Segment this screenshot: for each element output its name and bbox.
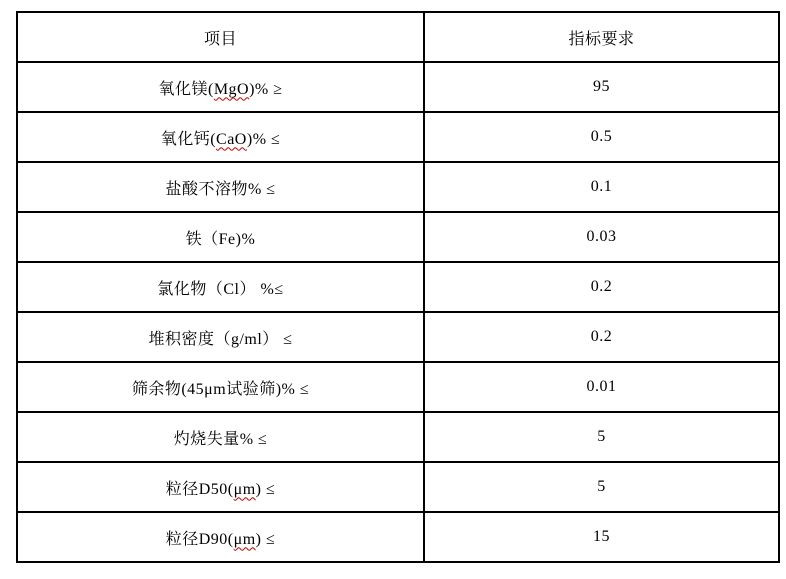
item-text: 铁（Fe)%: [185, 230, 256, 248]
item-cell: [17, 512, 424, 562]
value-cell: [424, 512, 779, 562]
item-cell: [17, 112, 424, 162]
table-row: [17, 112, 779, 162]
table-row: [17, 212, 779, 262]
value-text: 0.01: [586, 378, 617, 395]
header-cell-item: [17, 12, 424, 62]
item-cell: [17, 212, 424, 262]
header-cell-value: [424, 12, 779, 62]
value-cell: [424, 112, 779, 162]
table-row: [17, 162, 779, 212]
item-text: 堆积密度（g/ml） ≤: [148, 330, 293, 348]
table-row: [17, 62, 779, 112]
table-row: [17, 362, 779, 412]
value-cell: [424, 212, 779, 262]
value-text: 15: [593, 528, 610, 545]
spellcheck-underline-text: CaO: [216, 130, 247, 148]
value-cell: [424, 462, 779, 512]
item-cell: [17, 462, 424, 512]
item-cell: [17, 162, 424, 212]
item-cell: [17, 412, 424, 462]
item-cell: [17, 362, 424, 412]
spellcheck-underline-text: μm: [233, 480, 256, 498]
item-text: 氯化物（Cl） %≤: [157, 280, 284, 298]
value-cell: [424, 162, 779, 212]
item-text: )% ≤: [246, 130, 281, 148]
spellcheck-underline-text: MgO: [213, 80, 250, 98]
item-text: 粒径D90(: [165, 530, 234, 548]
item-cell: [17, 62, 424, 112]
item-text: )% ≥: [249, 80, 283, 98]
value-text: 0.1: [590, 178, 613, 195]
item-text: 筛余物(45μm试验筛)% ≤: [131, 380, 310, 398]
value-text: 5: [597, 428, 606, 445]
value-text: 0.5: [590, 128, 613, 145]
table-row: [17, 412, 779, 462]
value-text: 5: [597, 478, 606, 495]
value-cell: [424, 312, 779, 362]
header-row: [17, 12, 779, 62]
table-row: [17, 512, 779, 562]
value-text: 0.2: [590, 328, 613, 345]
value-text: 0.2: [590, 278, 613, 295]
table-row: [17, 462, 779, 512]
item-text: ) ≤: [255, 480, 276, 498]
value-cell: [424, 62, 779, 112]
value-cell: [424, 262, 779, 312]
table-row: [17, 312, 779, 362]
value-cell: [424, 362, 779, 412]
spec-table: [16, 11, 780, 563]
item-text: 粒径D50(: [165, 480, 234, 498]
item-cell: [17, 312, 424, 362]
header-value-label: 指标要求: [568, 30, 635, 48]
item-text: ) ≤: [255, 530, 276, 548]
value-text: 95: [593, 78, 610, 95]
item-text: 氧化镁(: [158, 80, 214, 98]
table-row: [17, 262, 779, 312]
header-item-label: 项目: [203, 30, 237, 48]
item-cell: [17, 262, 424, 312]
value-cell: [424, 412, 779, 462]
value-text: 0.03: [586, 228, 617, 245]
item-text: 氧化钙(: [160, 130, 217, 148]
spellcheck-underline-text: μm: [233, 530, 256, 548]
item-text: 灼烧失量% ≤: [173, 430, 268, 448]
item-text: 盐酸不溶物% ≤: [165, 180, 276, 198]
